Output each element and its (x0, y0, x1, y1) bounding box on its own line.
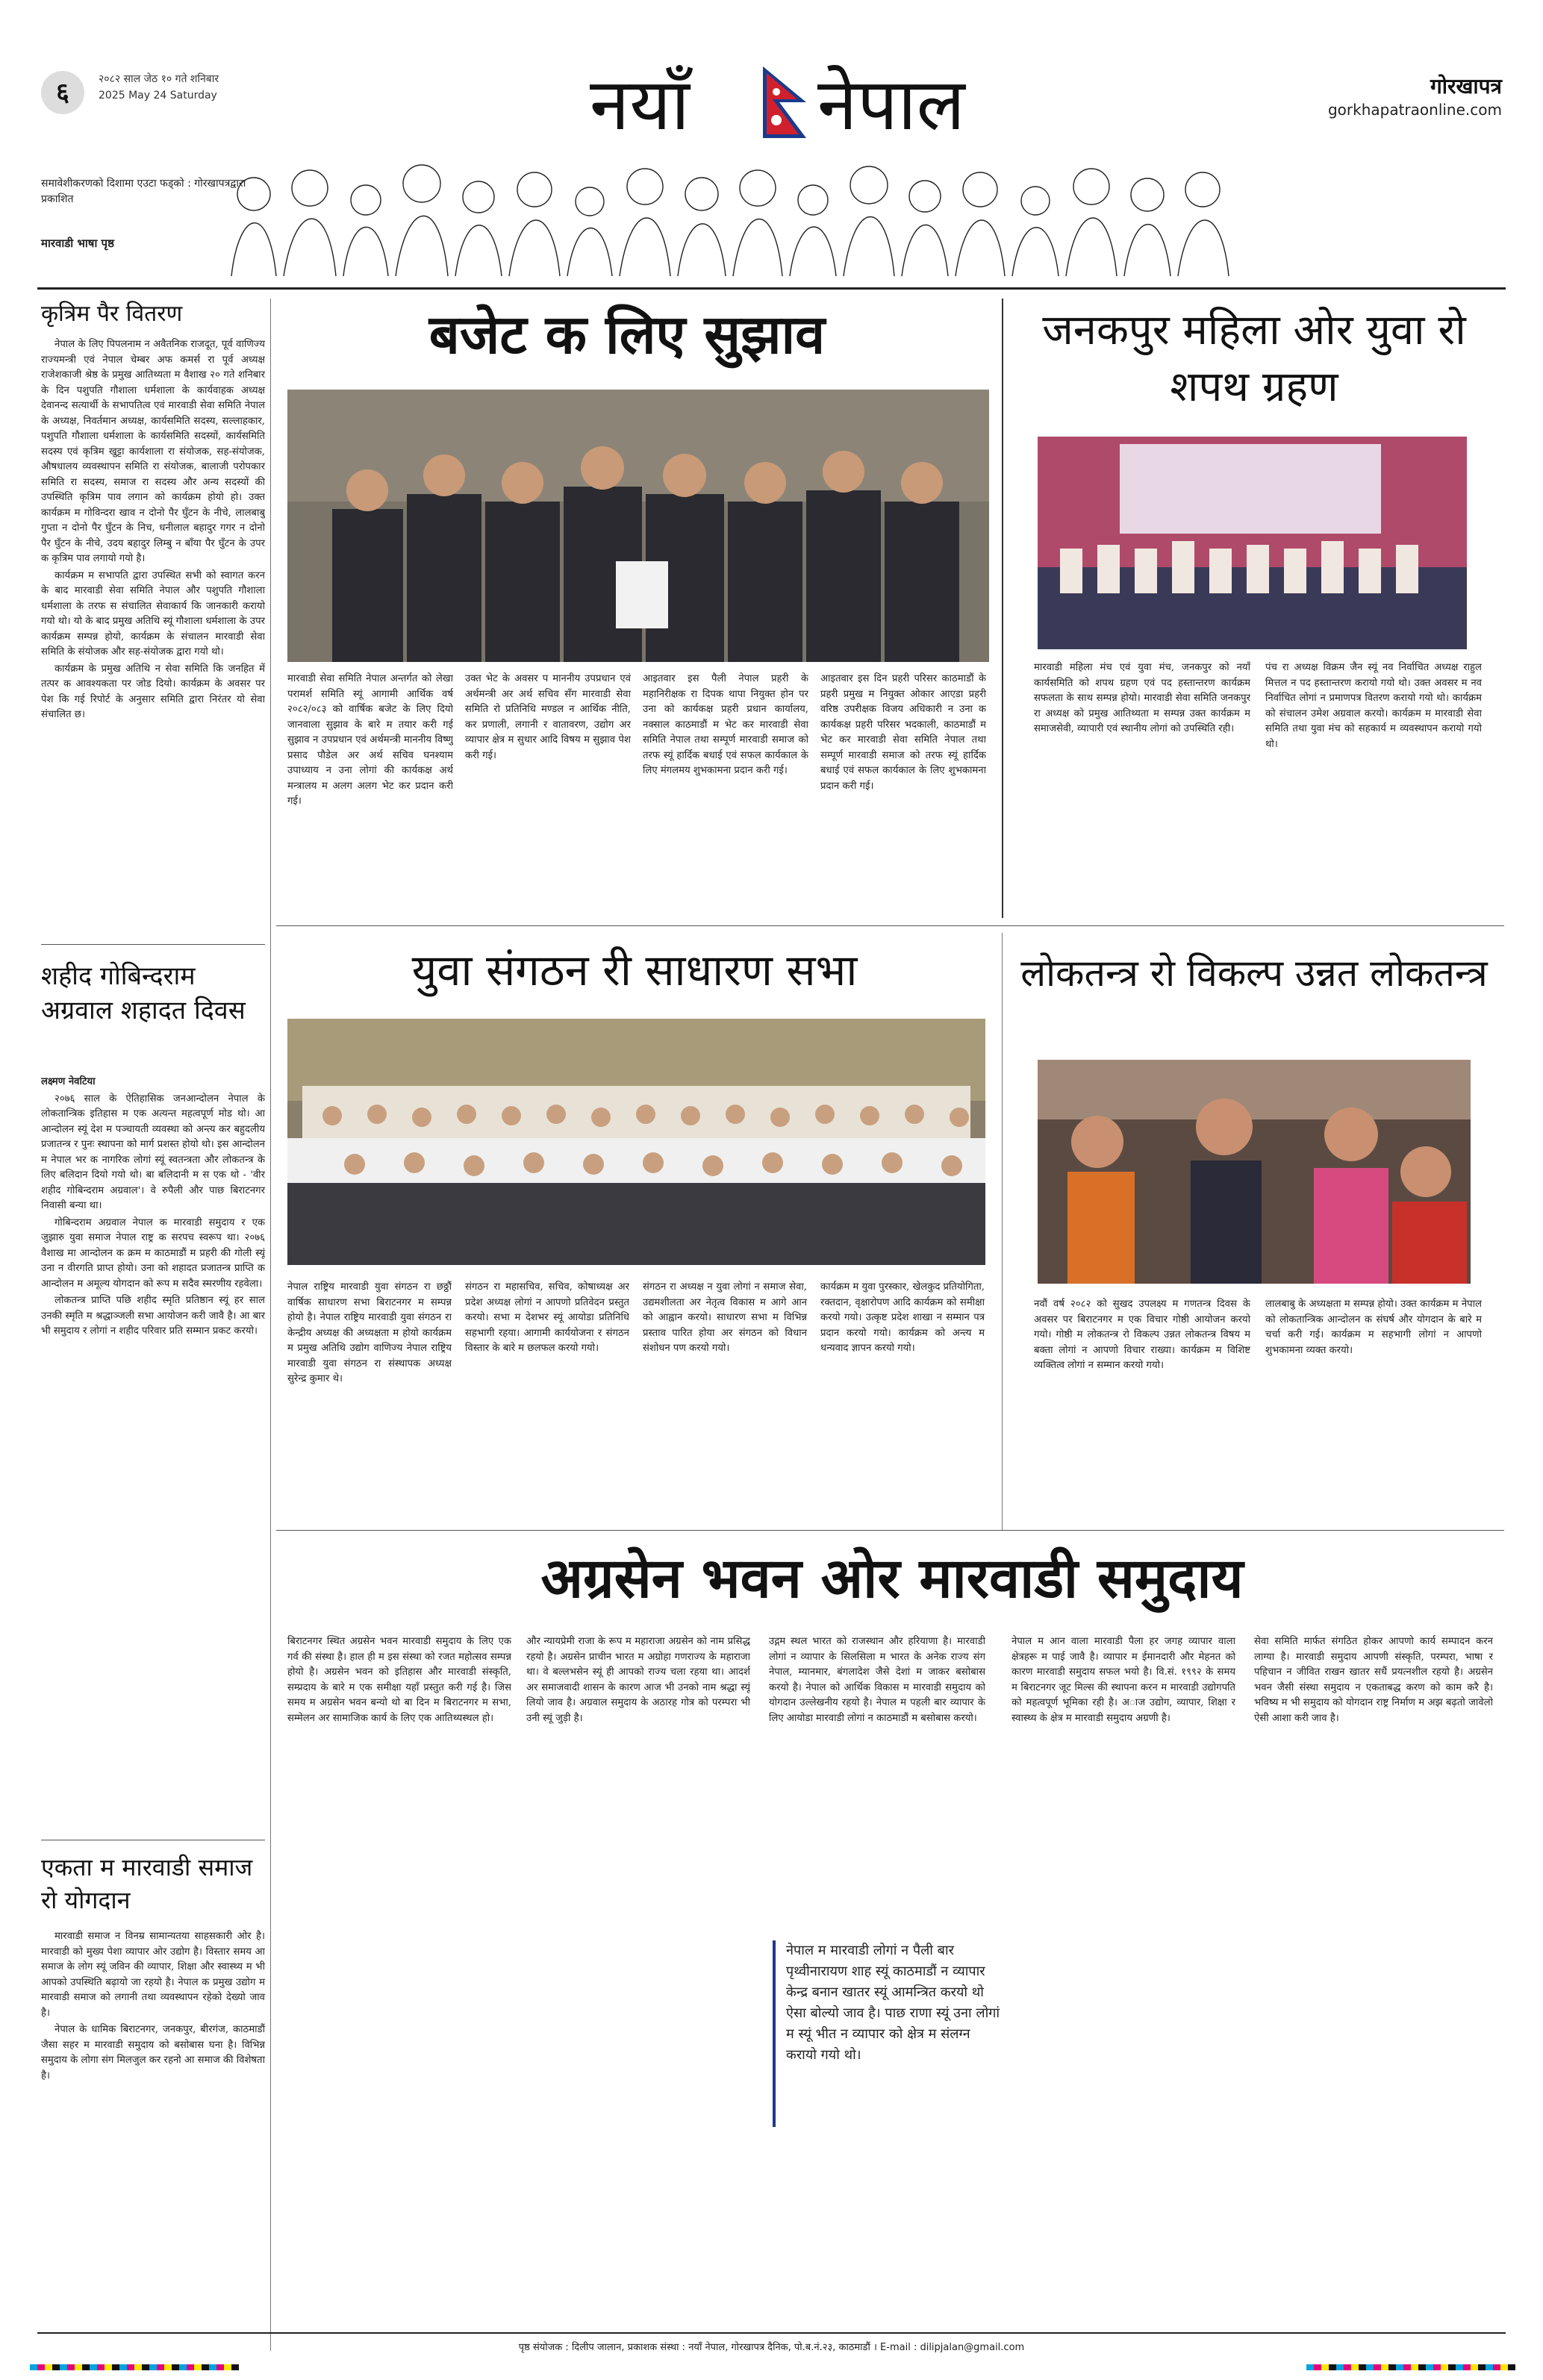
crowd-illustration (224, 119, 1254, 280)
paragraph: गोबिन्दराम अग्रवाल नेपाल क मारवाडी समुदाय र एक जुझारु युवा समाज नेपाल राष्ट्र क सरपच स्वरूप था। २०७६ वैशाख मा आन्दोलन क क्रम म काठमाडौं म प्रहरी की गोली स्यूं उना न वीरगति प्राप्त होयो। उना को शहादत प्रजातन्त्र प्राप्ति क आन्दोलन म अमूल्य योगदान को रूप म सदैव स्मरणीय रहवेला। (41, 1216, 265, 1290)
photo-budget-delegation (287, 390, 989, 662)
footer-divider (37, 2332, 1506, 2334)
color-registration-bar-left (30, 2364, 239, 2370)
paragraph: कार्यक्रम के प्रमुख अतिथि न सेवा समिति कि जनहित में तत्पर क आवश्यकता पर जोड दियो। कार्यक्रम के अवसर पर पेश कि गई रिपोर्ट के अनुसार समिति द्वारा निरंतर यो सेवा संचालित छ। (41, 663, 265, 720)
paragraph: कार्यक्रम म सभापति द्वारा उपस्थित सभी को स्वागत करन के बाद मारवाडी सेवा समिति नेपाल और पशुपति गौशाला धर्मशाला के तरफ स संचालित सेवाकार्य कि जानकारी करायो गयो थो। यो के बाद प्रमुख अतिथि स्यूं गौशाला धर्मशाला के उपर कार्यक्रम सम्पन्न होयो, कार्यक्रम के संचालन मारवाडी सेवा समिति के संयोजक और सह-संयोजक द्वारा गयो थो। (41, 569, 265, 658)
headline-youth: युवा संगठन री साधारण सभा (411, 945, 858, 996)
headline-agrasen: अग्रसेन भवन ओर मारवाडी समुदाय (540, 1546, 1244, 1611)
masthead-title-left: नयाँ (590, 63, 690, 146)
loktantra-column-2: लालबाबु के अध्यक्षता म सम्पन्न होयो। उक्त कार्यक्रम म नेपाल को लोकतान्त्रिक आन्दोलन क संघर्ष और योगदान के बारे म चर्चा करी गई। कार्यक्रम म सहभागी लोगां न आपणो शुभकामना व्यक्त करयो। (1265, 1299, 1482, 1356)
janakpur-column-1: मारवाडी महिला मंच एवं युवा मंच, जनकपुर को नयाँ कार्यसमिति को शपथ ग्रहण एवं पद हस्तान्तरण कार्यक्रम सफलता के साथ सम्पन्न होयो। मारवाडी सेवा समिति जनकपुर रा अध्यक्ष को प्रमुख आतिथ्यता म सम्पन्न उक्त कार्यक्रम म समाजसेवी, व्यापारी एवं स्थानीय लोगां को उपस्थिति रही। (1034, 662, 1250, 734)
photo-loktantra-program (1038, 1060, 1471, 1284)
assembly-photo-image (287, 1019, 985, 1265)
agrasen-column-3: उद्गम स्थल भारत को राजस्थान और हरियाणा है। मारवाडी लोगां न व्यापार के सिलसिला म भारत के अनेक राज्य संग नेपाल, म्यानमार, बंगलादेश जैसे देशां म जाकर बसोबास करयो है। नेपाल को आर्थिक विकास म मारवाडी समुदाय को योगदान उल्लेखनीय रहयो है। नेपाल म पहली बार व्यापार के लिए आयोडा मारवाडी लोगां न काठमाडौं म बसोबास करयो। (769, 1636, 985, 1724)
budget-column-2: उक्त भेट के अवसर प माननीय उपप्रधान एवं अर्थमन्त्री अर अर्थ सचिव सँग मारवाडी सेवा समिति रो प्रतिनिधि मण्डल न आर्थिक नीति, कर प्रणाली, लगानी र वातावरण, उद्योग अर व्यापार क्षेत्र म सुधार आदि विषय म सुझाव पेश करी गई। (465, 673, 631, 761)
agrasen-column-2: और न्यायप्रेमी राजा के रूप म महाराजा अग्रसेन को नाम प्रसिद्ध रहयो है। अग्रसेन प्राचीन भारत म अग्रोहा गणराज्य के महाराजा था। वे बल्लभसेन स्यूं ही आपको राज्य चला रहया था। आदर्श अर समाजवादी शासन के कारण आज भी उनको नाम श्रद्धा स्यूं लियो जाव है। अग्रवाल समुदाय के अठारह गोत्र को परम्परा भी उनी स्यूं जुड़ी है। (526, 1636, 750, 1724)
date-nepali: २०८२ साल जेठ १० गते शनिबार (99, 73, 219, 85)
website-link[interactable]: gorkhapatraonline.com (1327, 101, 1502, 119)
photo-youth-general-assembly (287, 1019, 985, 1265)
loktantra-column-1: नवौं वर्ष २०८२ को सुखद उपलक्ष्य म गणतन्त्र दिवस के अवसर पर बिराटनगर म एक विचार गोष्ठी आयोजन करयो गयो। गोष्ठी म लोकतन्त्र रो विकल्प उन्नत लोकतन्त्र विषय म बक्ता लोगां न आपणो विचार राख्या। कार्यक्रम म विशिष्ट व्यक्तित्व लोगां न सम्मान करयो गयो। (1034, 1299, 1250, 1371)
column-divider (1002, 933, 1003, 1530)
article-title-martyr-day: शहीद गोबिन्दराम अग्रवाल शहादत दिवस (41, 961, 246, 1025)
pull-quote (773, 1940, 1003, 2127)
section-divider (276, 1530, 1504, 1531)
article-body-martyr-day (41, 1075, 265, 1828)
column-divider (1002, 299, 1003, 918)
section-divider (276, 925, 1504, 926)
color-registration-bar-right (1306, 2364, 1515, 2370)
masthead (0, 0, 1543, 299)
headline-loktantra: लोकतन्त्र रो विकल्प उन्नत लोकतन्त्र (1020, 952, 1488, 995)
agrasen-column-4: नेपाल म आन वाला मारवाडी पैला हर जगह व्यापार वाला क्षेत्रहरू म पाई जावै है। व्यापार म ईमानदारी और मेहनत को कारण मारवाडी समुदाय सफल भयो है। वि.सं. १९९२ के समय म बिराटनगर जूट मिल्स की स्थापना करन म मारवाडी उद्योगपति को महत्वपूर्ण भूमिका रही है। अाज उद्योग, व्यापार, शिक्षा र स्वास्थ्य के क्षेत्र म मारवाडी समुदाय अग्रणी है। (1011, 1636, 1235, 1724)
photo-janakpur-ceremony (1038, 437, 1467, 649)
headline-budget: बजेट क लिए सुझाव (428, 303, 826, 366)
youth-column-4: कार्यक्रम म युवा पुरस्कार, खेलकुद प्रतियोगिता, रक्तदान, वृक्षारोपण आदि कार्यक्रम को समीक्षा करयो गयो। उत्कृष्ट प्रदेश शाखा न सम्मान पत्र प्रदान करयो गयो। कार्यक्रम को अन्त्य म धन्यवाद ज्ञापन करयो गयो। (820, 1281, 985, 1354)
article-title-unity: एकता म मारवाडी समाज रो योगदान (41, 1853, 253, 1914)
agrasen-column-1: बिराटनगर स्थित अग्रसेन भवन मारवाडी समुदाय के लिए एक गर्व की संस्था है। हाल ही म इस संस्था को रजत महोत्सव सम्पन्न होयो है। अग्रसेन भवन को इतिहास और मारवाडी संस्कृति, सम्प्रदाय के बारे म एक समीक्षा यहाँ प्रस्तुत करी गई है। जिस समय म अग्रसेन भवन बन्यो थो बा दिन म बिराटनगर म सभा, सम्मेलन अर सामाजिक कार्य के लिए एक आतिथ्यस्थल हो। (287, 1636, 511, 1724)
group-photo-image (287, 390, 989, 662)
article-title-artificial-limb: कृत्रिम पैर वितरण (41, 301, 183, 327)
article-body-unity (41, 1929, 265, 2340)
publisher-name: गोरखापत्र (1430, 74, 1502, 99)
janakpur-column-2: पंच रा अध्यक्ष विक्रम जैन स्यूं नव निर्वाचित अध्यक्ष राहुल मित्तल न पद हस्तान्तरण करायो गयो थो। उक्त अवसर म नव निर्वाचित लोगां न प्रमाणपत्र वितरण करायो गयो थो। कार्यक्रम को संचालन उमेश अग्रवाल करयो। कार्यक्रम म मारवाडी सेवा समिति तथा युवा मंच को सहकार्य म व्यवस्थापन करायो गयो थो। (1265, 662, 1482, 750)
left-column-divider (270, 299, 271, 2351)
program-photo-image (1038, 1060, 1471, 1284)
youth-column-2: संगठन रा महासचिव, सचिव, कोषाध्यक्ष अर प्रदेश अध्यक्ष लोगां न आपणो प्रतिवेदन प्रस्तुत करयो। सभा म देशभर स्यूं आयोडा प्रतिनिधि सहभागी रहया। आगामी कार्ययोजना र संगठन विस्तार के बारे म छलफल करयो गयो। (465, 1281, 629, 1354)
page-number: ६ (41, 71, 84, 114)
paragraph: २०७६ साल के ऐतिहासिक जनआन्दोलन नेपाल के लोकतान्त्रिक इतिहास म एक अत्यन्त महत्वपूर्ण मोड थो। आ आन्दोलन स्यूं देश म पञ्चायती व्यवस्था को अन्त्य कर बहुदलीय प्रजातन्त्र र पुनः स्थापना को मार्ग प्रशस्त होयो थो। इस आन्दोलन म नेपाल भर क नागरिक लोगां स्यूं स्वतन्त्रता और लोकतन्त्र के लिए बलिदान दियो गयो थो। बा बलिदानी म स एक थो - 'वीर शहीद गोबिन्दराम अग्रवाल'। वे रुपैली और पाछ बिराटनगर निवासी बन्या था। (41, 1093, 265, 1211)
youth-column-1: नेपाल राष्ट्रिय मारवाडी युवा संगठन रा छठ्ठौं वार्षिक साधारण सभा बिराटनगर म सम्पन्न होयो है। नेपाल राष्ट्रिय मारवाडी युवा संगठन रा केन्द्रीय अध्यक्ष की अध्यक्षता म होयो कार्यक्रम म प्रमुख अतिथि उद्योग वाणिज्य नेपाल राष्ट्रिय मारवाडी युवा संगठन रा संस्थापक अध्यक्ष सुरेन्द्र कुमार थे। (287, 1281, 452, 1384)
nepal-flag-icon (760, 63, 809, 142)
masthead-title-right: नेपाल (817, 63, 965, 146)
ceremony-photo-image (1038, 437, 1467, 649)
article-byline: लक्ष्मण नेवटिया (41, 1076, 96, 1087)
section-label: मारवाडी भाषा पृष्ठ (41, 237, 114, 250)
masthead-subtitle: समावेशीकरणको दिशामा एउटा फड्को : गोरखापत्रद्वारा प्रकाशित (41, 178, 246, 205)
budget-column-1: मारवाडी सेवा समिति नेपाल अन्तर्गत को लेखा परामर्श समिति स्यूं आगामी आर्थिक वर्ष २०८२/०८३ को वार्षिक बजेट के लिए दियो जानवाला सुझाव के बारे म तयार करी गई सुझाव न उपप्रधान एवं अर्थमन्त्री माननीय विष्णु प्रसाद पौडेल अर अर्थ सचिव घनश्याम उपाध्याय न उना लोगां की कार्यकक्ष अर्थ मन्त्रालय म अलग अलग भेट कर प्रदान करी गई। (287, 673, 453, 807)
masthead-divider (37, 287, 1506, 290)
youth-column-3: संगठन रा अध्यक्ष न युवा लोगां न समाज सेवा, उद्यमशीलता अर नेतृत्व विकास म आगे आन को आह्वान करयो। साधारण सभा म विभिन्न प्रस्ताव पारित होया अर संगठन को विधान संशोधन पण करयो गयो। (643, 1281, 807, 1354)
footer-credits: पृष्ठ संयोजक : दिलीप जालान, प्रकाशक संस्था : नयाँ नेपाल, गोरखापत्र दैनिक, पो.ब.नं.२३, काठमाडौं । E-mail : dilipjalan@gmail.com (518, 2342, 1025, 2353)
agrasen-column-5: सेवा समिति मार्फत संगठित होकर आपणो कार्य सम्पादन करन लाग्या है। मारवाडी समुदाय आपणी संस्कृति, परम्परा, भाषा र पहिचान न जीवित राखन खातर सधैं प्रयत्नशील रहयो है। अग्रसेन भवन जैसी संस्था समुदाय न एकताबद्ध करण को काम करै है। भविष्य म भी समुदाय को योगदान राष्ट्र निर्माण म अझ बढ़तो जावेलो ऐसी आशा करी जाव है। (1254, 1636, 1493, 1724)
headline-janakpur: जनकपुर महिला ओर युवा रो शपथ ग्रहण (1042, 306, 1466, 411)
paragraph: नेपाल के धामिक बिराटनगर, जनकपुर, बीरगंज, काठमाडौं जैसा सहर म मारवाडी समुदाय को बसोबास घना है। विभिन्न समुदाय के लोगा संग मिलजुल कर रहनो आ समाज की विशेषता है। (41, 2024, 265, 2081)
paragraph: मारवाडी समाज न विनम्र सामान्यतया साहसकारी ओर है। मारवाडी को मुख्य पेशा व्यापार ओर उद्योग है। विस्तार समय आ समाज के लोग स्यूं जविन की व्यापार, शिक्षा और स्वास्थ्य म भी आपको उपस्थिति बढ़ायो जा रहयो है। नेपाल क प्रमुख उद्योग म मारवाडी समाज को लगानी तथा व्यवस्थापन रहेको देख्यो जाव है। (41, 1931, 265, 2019)
budget-column-4: आइतवार इस दिन प्रहरी परिसर काठमाडौं के प्रहरी प्रमुख म नियुक्त ओकार आएडा प्रहरी वरिष्ठ उपरीक्षक विजय अधिकारी न उना क कार्यकक्ष प्रहरी परिसर भदकाली, काठमाडौं म भेट कर मारवाडी सेवा समिति नेपाल तथा सम्पूर्ण मारवाडी समाज को तरफ स्यूं हार्दिक बधाई एवं सफल कार्यकाल के लिए शुभकामना प्रदान करी गई। (820, 673, 986, 792)
paragraph: लोकतन्त्र प्राप्ति पछि शहीद स्मृति प्रतिष्ठान स्यूं हर साल उनकी स्मृति म श्रद्धाञ्जली सभा आयोजन करी जावै है। आ बार भी समुदाय र लोगां न शहीद परिवार प्रति सम्मान प्रकट करयो। (41, 1295, 265, 1337)
budget-column-3: आइतवार इस पैली नेपाल प्रहरी के महानिरीक्षक रा दिपक थापा नियुक्त होन पर उना को कार्यकक्ष प्रहरी प्रधान कार्यालय, नक्साल काठमाडौं म भेट कर मारवाडी सेवा समिति नेपाल तथा सम्पूर्ण मारवाडी समाज को तरफ स्यूं हार्दिक बधाई एवं सफल कार्यकाल के लिए मंगलमय शुभकामना प्रदान करी गई। (643, 673, 808, 776)
section-divider (41, 944, 265, 945)
paragraph: नेपाल के लिए पिपलनाम न अवैतनिक राजदूत, पूर्व वाणिज्य राज्यमन्त्री एवं नेपाल चेम्बर अफ कमर्स रा पूर्व अध्यक्ष राजेशकाजी श्रेष्ठ के प्रमुख आतिथ्यता म वैशाख २० गते शनिबार के दिन पशुपति गौशाला धर्मशाला के कार्यवाहक अध्यक्ष देवानन्द सत्यार्थी के सभापतित्व एवं मारवाडी सेवा समिति नेपाल के अध्यक्ष, निवर्तमान अध्यक्ष, कार्यसमिति सदस्य, सल्लाहकार, पशुपति गौशाला धर्मशाला के कार्यसमिति सदस्यों, कार्यसमिति सदस्य एवं कृत्रिम खुट्टा कार्यशाला रा संयोजक, सह-संयोजक, औषधालय व्यवस्थापन समिति रा संयोजक, बालाजी परोपकार समिति रा सदस्य, समाज रा सदस्य और अन्य सदस्यों की उपस्थिति कृत्रिम पाव लगान को कार्यक्रम होयो हो। उक्त कार्यक्रम म गोविन्दरा खाव न दोनो पैर घुँटन के नीचे, लालबाबु गुप्ता न दोनो पैर घुँटन के निच, धनीलाल बहादुर गगर न दोनो पैर घुँटन के नीचे, उदय बहादुर लिम्बु न बाँया पैर घुँटन के उपर क कृत्रिम पाव लगायो गयो है। (41, 339, 265, 564)
pull-quote-text: नेपाल म मारवाडी लोगां न पैली बार पृथ्वीनारायण शाह स्यूं काठमाडौं न व्यापार केन्द्र बनान खातर स्यूं आमन्त्रित करयो थो ऐसा बोल्यो जाव है। पाछ राणा स्यूं उना लोगां म स्यूं भीत न व्यापार को क्षेत्र म संलग्न करायो गयो थो। (786, 1943, 1000, 2063)
date-english: 2025 May 24 Saturday (99, 90, 217, 101)
article-body-artificial-limb (41, 337, 265, 934)
